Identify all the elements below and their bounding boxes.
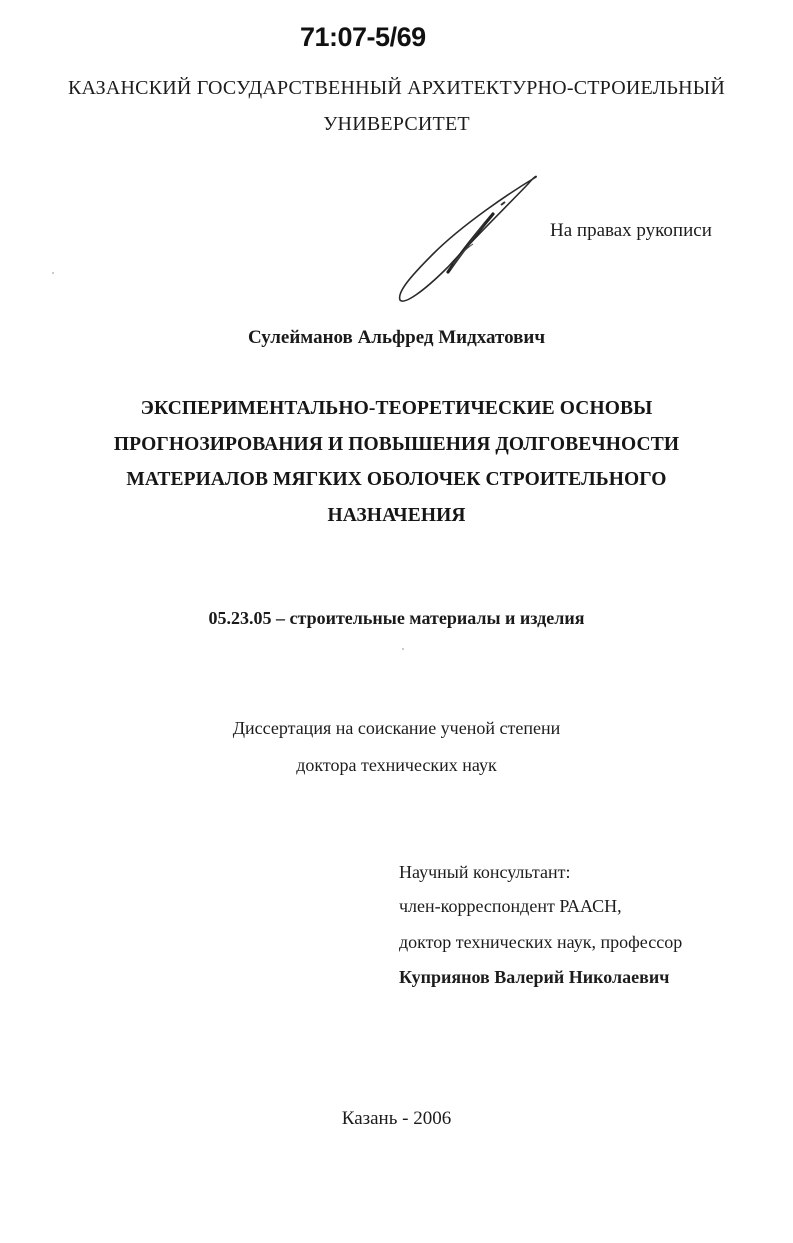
scan-speck [402, 648, 404, 650]
scan-speck [52, 272, 54, 274]
consultant-title: доктор технических наук, профессор [399, 932, 683, 952]
consultant-name: Куприянов Валерий Николаевич [399, 967, 670, 987]
university-name-line-1: КАЗАНСКИЙ ГОСУДАРСТВЕННЫЙ АРХИТЕКТУРНО-СТРОИЕЛЬНЫЙ [67, 77, 726, 99]
dissertation-title-line: МАТЕРИАЛОВ МЯГКИХ ОБОЛОЧЕК СТРОИТЕЛЬНОГО [126, 469, 667, 490]
dissertation-title-line: ЭКСПЕРИМЕНТАЛЬНО-ТЕОРЕТИЧЕСКИЕ ОСНОВЫ [140, 398, 653, 419]
specialty-code: 05.23.05 – строительные материалы и изделия [208, 608, 585, 628]
city-year: Казань - 2006 [341, 1108, 452, 1129]
manuscript-rights-note: На правах рукописи [550, 220, 712, 241]
consultant-label: Научный консультант: [399, 862, 571, 882]
degree-line-1: Диссертация на соискание ученой степени [232, 718, 561, 738]
degree-line-2: доктора технических наук [296, 755, 497, 775]
university-name-line-2: УНИВЕРСИТЕТ [323, 113, 470, 135]
dissertation-title-line: НАЗНАЧЕНИЯ [327, 505, 466, 526]
catalog-number: 71:07-5/69 [300, 22, 426, 52]
handwritten-signature [393, 172, 543, 307]
dissertation-title-line: ПРОГНОЗИРОВАНИЯ И ПОВЫШЕНИЯ ДОЛГОВЕЧНОСТИ [113, 434, 680, 455]
author-name: Сулейманов Альфред Мидхатович [247, 327, 546, 348]
consultant-rank: член-корреспондент РААСН, [399, 896, 622, 916]
